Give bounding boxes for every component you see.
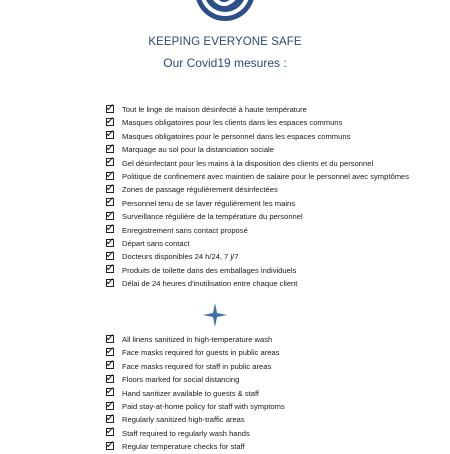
checkbox-checked-icon	[106, 118, 114, 126]
list-item: Gel désinfectant pour les mains à la disposition des clients et du personnel	[106, 157, 409, 170]
checkbox-checked-icon	[106, 225, 114, 233]
checkbox-checked-icon	[106, 265, 114, 273]
english-measures-list	[106, 333, 285, 454]
list-item: Regularly sanitized high-traffic areas	[106, 413, 285, 426]
page-title: KEEPING EVERYONE SAFE	[148, 36, 302, 48]
list-item: All linens sanitized in high-temperature wash	[106, 333, 285, 346]
list-item: Politique de confinement avec maintien de salaire pour le personnel avec symptômes	[106, 170, 409, 183]
list-item: Tout le linge de maison désinfecté à haute température	[106, 103, 409, 116]
checkbox-checked-icon	[106, 442, 114, 450]
checkbox-checked-icon	[106, 239, 114, 247]
checkbox-checked-icon	[106, 348, 114, 356]
list-item: Masques obligatoires pour le personnel dans les espaces communs	[106, 130, 409, 143]
checkbox-checked-icon	[106, 335, 114, 343]
checkbox-checked-icon	[106, 185, 114, 193]
list-item: Produits de toilette dans des emballages individuels	[106, 264, 409, 277]
checkbox-checked-icon	[106, 145, 114, 153]
list-item: Paid stay-at-home policy for staff with symptoms	[106, 400, 285, 413]
checkbox-checked-icon	[106, 198, 114, 206]
checkbox-checked-icon	[106, 428, 114, 436]
checkbox-checked-icon	[106, 388, 114, 396]
list-item: Départ sans contact	[106, 237, 409, 250]
four-point-star-icon	[203, 303, 227, 327]
checkbox-checked-icon	[106, 212, 114, 220]
list-item: Marquage au sol pour la distanciation sociale	[106, 143, 409, 156]
list-item: Staff required to regularly wash hands	[106, 427, 285, 440]
checkbox-checked-icon	[106, 105, 114, 113]
list-item: Masques obligatoires pour les clients dans les espaces communs	[106, 116, 409, 129]
list-item: Face masks required for staff in public areas	[106, 360, 285, 373]
checkbox-checked-icon	[106, 158, 114, 166]
checkbox-checked-icon	[106, 361, 114, 369]
list-item: Surveillance régulière de la température du personnel	[106, 210, 409, 223]
shield-logo-icon	[194, 0, 256, 22]
list-item: Floors marked for social distancing	[106, 373, 285, 386]
checkbox-checked-icon	[106, 402, 114, 410]
list-item: Délai de 24 heures d'inutilisation entre chaque client	[106, 277, 409, 290]
list-item: Face masks required for guests in public areas	[106, 346, 285, 359]
list-item: Personnel tenu de se laver régulièrement les mains	[106, 197, 409, 210]
checkbox-checked-icon	[106, 172, 114, 180]
checkbox-checked-icon	[106, 375, 114, 383]
page-subtitle: Our Covid19 mesures :	[163, 56, 287, 70]
list-item: Docteurs disponibles 24 h/24, 7 j/7	[106, 250, 409, 263]
list-item: Enregistrement sans contact proposé	[106, 224, 409, 237]
list-item: Hand sanitizer available to guests & staff	[106, 387, 285, 400]
checkbox-checked-icon	[106, 252, 114, 260]
checkbox-checked-icon	[106, 415, 114, 423]
list-item: Zones de passage régulièrement désinfectées	[106, 183, 409, 196]
checkbox-checked-icon	[106, 131, 114, 139]
list-item: Regular temperature checks for staff	[106, 440, 285, 453]
checkbox-checked-icon	[106, 279, 114, 287]
french-measures-list	[106, 103, 409, 290]
